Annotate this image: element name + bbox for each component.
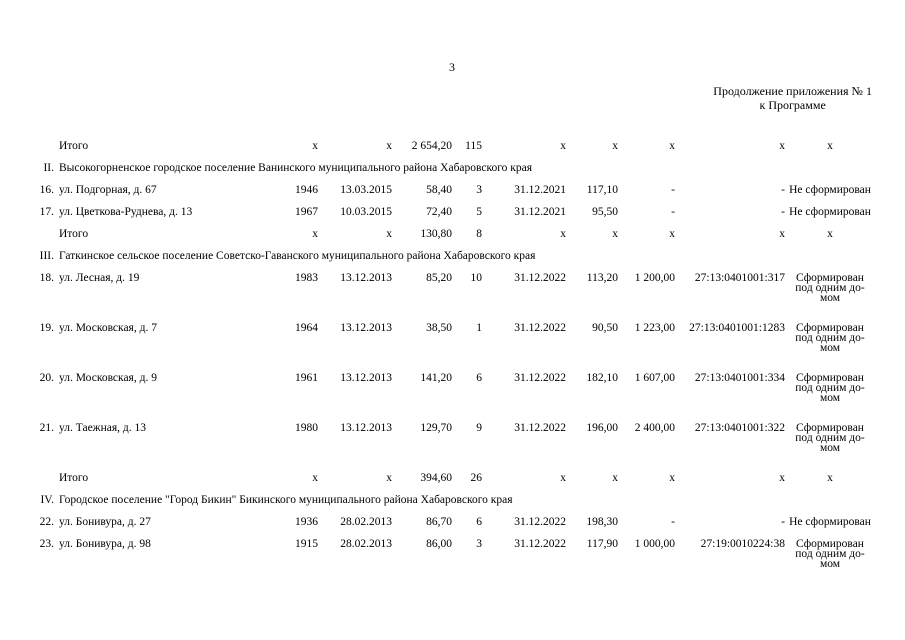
cost: x [669, 228, 675, 240]
build-year: 1967 [295, 206, 318, 218]
total-row [30, 468, 875, 490]
cadastral-number: x [779, 472, 785, 484]
row-number: 22. [39, 516, 54, 528]
emergency-date: 13.12.2013 [340, 272, 392, 284]
resettle-area: 196,00 [586, 422, 618, 434]
living-area: 130,80 [420, 228, 452, 240]
total-row [30, 224, 875, 246]
land-status-line: под одним до- [795, 548, 865, 560]
table-row [30, 534, 875, 584]
land-status: Не сформирован [789, 516, 871, 528]
section-row [30, 490, 875, 512]
land-status-line: Сформирован [796, 272, 864, 284]
residents-count: 3 [476, 184, 482, 196]
land-status [795, 373, 864, 403]
land-status-line: мом [819, 442, 841, 454]
cadastral-number: 27:13:0401001:334 [694, 372, 785, 384]
build-year: 1936 [295, 516, 318, 528]
row-number: 20. [39, 372, 54, 384]
emergency-date: 13.03.2015 [340, 184, 392, 196]
build-year: 1983 [295, 272, 318, 284]
address: ул. Цветкова-Руднева, д. 13 [59, 206, 193, 218]
resettle-date: x [560, 140, 566, 152]
residents-count: 8 [476, 228, 482, 240]
address: ул. Подгорная, д. 67 [59, 184, 157, 196]
land-status-line: под одним до- [795, 432, 865, 444]
row-number: 17. [39, 206, 54, 218]
cost: x [669, 140, 675, 152]
living-area: 394,60 [420, 472, 452, 484]
residents-count: 10 [470, 272, 482, 284]
build-year: 1964 [295, 322, 318, 334]
land-status [785, 418, 875, 468]
row-number: 19. [39, 322, 54, 334]
build-year: 1961 [295, 372, 318, 384]
total-row [30, 136, 875, 158]
address: ул. Лесная, д. 19 [59, 272, 140, 284]
section-number: II. [43, 162, 54, 174]
resettle-date: 31.12.2021 [514, 184, 566, 196]
resettle-date: 31.12.2021 [514, 206, 566, 218]
address: ул. Таежная, д. 13 [59, 422, 147, 434]
residents-count: 1 [476, 322, 482, 334]
section-number: IV. [40, 494, 54, 506]
address: Итого [59, 228, 89, 240]
table-row [30, 418, 875, 468]
cost: 1 200,00 [634, 272, 675, 284]
land-status-line: мом [819, 392, 841, 404]
address: ул. Московская, д. 9 [59, 372, 157, 384]
resettle-date: 31.12.2022 [514, 272, 566, 284]
address: ул. Бонивура, д. 98 [59, 538, 151, 550]
land-status [795, 539, 864, 569]
section-number: III. [39, 250, 54, 262]
land-status [785, 318, 875, 368]
header-line1: Продолжение приложения № 1 [713, 84, 872, 98]
build-year: x [312, 472, 318, 484]
cost: 1 223,00 [634, 322, 675, 334]
residents-count: 9 [476, 422, 482, 434]
residents-count: 5 [476, 206, 482, 218]
build-year: x [312, 228, 318, 240]
living-area: 86,00 [426, 538, 452, 550]
row-number: 18. [39, 272, 54, 284]
residents-count: 26 [470, 472, 482, 484]
row-number: 23. [39, 538, 54, 550]
resettle-date: 31.12.2022 [514, 516, 566, 528]
page-number: 3 [449, 60, 455, 74]
emergency-date: 13.12.2013 [340, 422, 392, 434]
resettle-area: x [612, 140, 618, 152]
cadastral-number: - [781, 206, 785, 218]
land-status-line: под одним до- [795, 332, 865, 344]
section-title: Городское поселение "Город Бикин" Бикинского муниципального района Хабаровского края [59, 494, 513, 506]
row-number [30, 136, 56, 158]
row-number: 16. [39, 184, 54, 196]
residents-count: 115 [465, 140, 482, 152]
residents-count: 3 [476, 538, 482, 550]
living-area: 141,20 [420, 372, 452, 384]
cadastral-number: 27:13:0401001:1283 [689, 322, 785, 334]
table-row [30, 512, 875, 534]
build-year: x [312, 140, 318, 152]
section-title: Гаткинское сельское поселение Советско-Гаванского муниципального района Хабаровского края [59, 250, 536, 262]
land-status: x [827, 228, 833, 240]
residents-count: 6 [476, 372, 482, 384]
emergency-date: x [386, 228, 392, 240]
emergency-date: x [386, 472, 392, 484]
land-status [785, 534, 875, 584]
emergency-date: 28.02.2013 [340, 538, 392, 550]
resettle-date: 31.12.2022 [514, 372, 566, 384]
land-status: Не сформирован [789, 184, 871, 196]
cadastral-number: x [779, 228, 785, 240]
section-row [30, 246, 875, 268]
resettle-date: 31.12.2022 [514, 322, 566, 334]
land-status [795, 273, 864, 303]
table-row [30, 180, 875, 202]
housing-table [30, 136, 875, 584]
land-status-line: Сформирован [796, 422, 864, 434]
living-area: 72,40 [426, 206, 452, 218]
land-status [795, 323, 864, 353]
living-area: 58,40 [426, 184, 452, 196]
appendix-header [713, 84, 872, 112]
cadastral-number: 27:13:0401001:322 [694, 422, 785, 434]
cadastral-number: - [781, 184, 785, 196]
emergency-date: 10.03.2015 [340, 206, 392, 218]
land-status-line: мом [819, 342, 841, 354]
living-area: 38,50 [426, 322, 452, 334]
build-year: 1980 [295, 422, 318, 434]
resettle-area: 117,10 [586, 184, 618, 196]
land-status-line: мом [819, 558, 841, 570]
resettle-date: x [560, 472, 566, 484]
emergency-date: x [386, 140, 392, 152]
cost: - [671, 516, 675, 528]
land-status: x [827, 472, 833, 484]
address: ул. Бонивура, д. 27 [59, 516, 151, 528]
emergency-date: 13.12.2013 [340, 322, 392, 334]
build-year: 1915 [295, 538, 318, 550]
resettle-area: 198,30 [586, 516, 618, 528]
resettle-area: 182,10 [586, 372, 618, 384]
table-row [30, 368, 875, 418]
living-area: 2 654,20 [411, 140, 452, 152]
land-status-line: под одним до- [795, 282, 865, 294]
land-status [785, 368, 875, 418]
table-row [30, 318, 875, 368]
residents-count: 6 [476, 516, 482, 528]
land-status: x [827, 140, 833, 152]
resettle-area: 117,90 [586, 538, 618, 550]
row-number [30, 468, 56, 490]
cost: - [671, 184, 675, 196]
row-number: 21. [39, 422, 54, 434]
cadastral-number: 27:13:0401001:317 [694, 272, 785, 284]
table-row [30, 268, 875, 318]
cadastral-number: - [781, 516, 785, 528]
land-status [795, 423, 864, 453]
row-number [30, 224, 56, 246]
resettle-area: 95,50 [592, 206, 618, 218]
living-area: 86,70 [426, 516, 452, 528]
cost: 1 000,00 [634, 538, 675, 550]
resettle-area: x [612, 228, 618, 240]
resettle-date: 31.12.2022 [514, 538, 566, 550]
section-title: Высокогорненское городское поселение Ванинского муниципального района Хабаровского края [59, 162, 533, 174]
cadastral-number: x [779, 140, 785, 152]
land-status [785, 268, 875, 318]
land-status-line: Сформирован [796, 372, 864, 384]
cost: 1 607,00 [634, 372, 675, 384]
header-line2: к Программе [759, 98, 826, 112]
resettle-date: 31.12.2022 [514, 422, 566, 434]
land-status-line: мом [819, 292, 841, 304]
resettle-area: x [612, 472, 618, 484]
address: Итого [59, 472, 89, 484]
resettle-area: 113,20 [586, 272, 618, 284]
cost: - [671, 206, 675, 218]
address: ул. Московская, д. 7 [59, 322, 157, 334]
cost: 2 400,00 [634, 422, 675, 434]
land-status-line: Сформирован [796, 322, 864, 334]
living-area: 85,20 [426, 272, 452, 284]
cadastral-number: 27:19:0010224:38 [700, 538, 785, 550]
land-status: Не сформирован [789, 206, 871, 218]
emergency-date: 13.12.2013 [340, 372, 392, 384]
emergency-date: 28.02.2013 [340, 516, 392, 528]
resettle-date: x [560, 228, 566, 240]
build-year: 1946 [295, 184, 318, 196]
land-status-line: Сформирован [796, 538, 864, 550]
address: Итого [59, 140, 89, 152]
living-area: 129,70 [420, 422, 452, 434]
cost: x [669, 472, 675, 484]
land-status-line: под одним до- [795, 382, 865, 394]
resettle-area: 90,50 [592, 322, 618, 334]
table-row [30, 202, 875, 224]
section-row [30, 158, 875, 180]
